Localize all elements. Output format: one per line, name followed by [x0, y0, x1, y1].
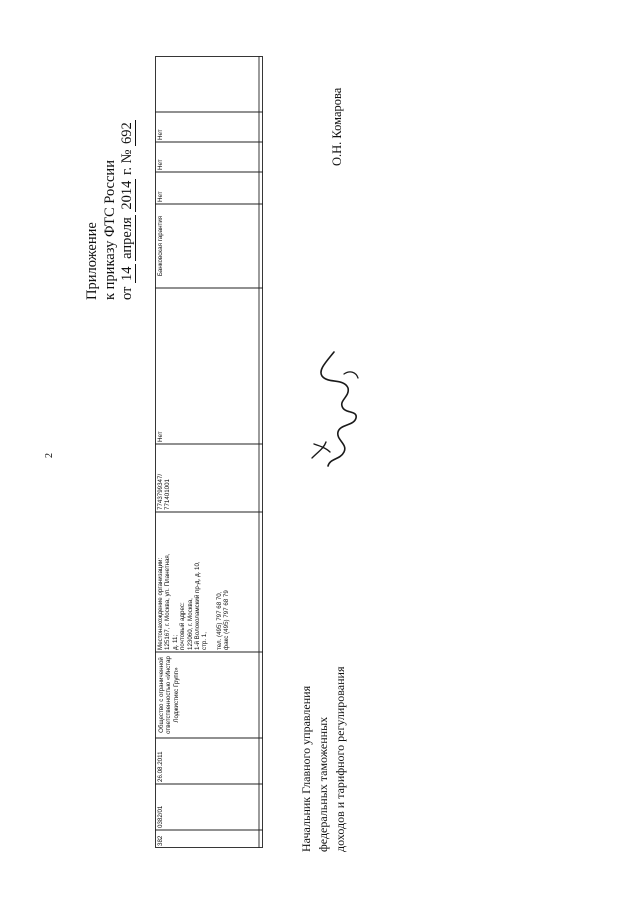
appendix-order-ref: к приказу ФТС России	[101, 160, 118, 300]
number-sign: №	[119, 149, 135, 164]
flag-cell-2: Нет	[157, 159, 164, 170]
order-number: 692	[119, 122, 135, 144]
reg-number: 0382/01	[157, 805, 164, 828]
position-line: доходов и тарифного регулирования	[333, 666, 347, 852]
branches-cell: Нет	[157, 431, 164, 442]
reg-date: 26.08.2011	[157, 751, 164, 782]
page-number: 2	[44, 453, 55, 458]
address-line: 1-й Волоколамский пр-д, д. 10,	[194, 561, 202, 650]
handwritten-signature	[304, 348, 362, 470]
appendix-title: Приложение	[84, 222, 100, 300]
organization-address	[157, 514, 231, 650]
date-year-suffix: г.	[119, 167, 135, 175]
date-prefix: от	[119, 286, 135, 300]
date-day: 14	[119, 266, 135, 281]
date-month: апреля	[119, 217, 135, 259]
date-year: 2014	[119, 180, 135, 210]
signatory-name: О.Н. Комарова	[330, 87, 344, 166]
inn-kpp: 7743799347/ 771401001	[157, 473, 172, 510]
address-line: д. 11;	[171, 634, 179, 650]
address-line: 123060, г. Москва,	[186, 598, 194, 650]
phone: тел. (495) 797 68 70,	[215, 591, 223, 650]
position-line: федеральных таможенных	[316, 716, 330, 852]
appendix-header	[84, 120, 137, 300]
row-index: 382	[157, 835, 164, 846]
guarantee-type: Банковская гарантия	[157, 215, 164, 277]
flag-cell-3: Нет	[157, 129, 164, 140]
address-line: Местонахождение организации:	[157, 557, 164, 650]
position-line: Начальник Главного управления	[299, 685, 313, 852]
signatory-position	[298, 667, 349, 852]
address-line: стр. 1,	[201, 632, 209, 650]
flag-cell-1: Нет	[157, 191, 164, 202]
address-line: 125167, г. Москва, ул. Планетная,	[164, 553, 172, 650]
registry-table	[155, 56, 263, 848]
fax: факс (495) 797 68 79	[223, 590, 231, 650]
address-line: почтовый адрес:	[179, 602, 187, 650]
appendix-order-date	[119, 120, 137, 300]
organization-name: Общество с ограниченной ответственностью «Инстар Лоджистикс Групп»	[158, 656, 180, 734]
